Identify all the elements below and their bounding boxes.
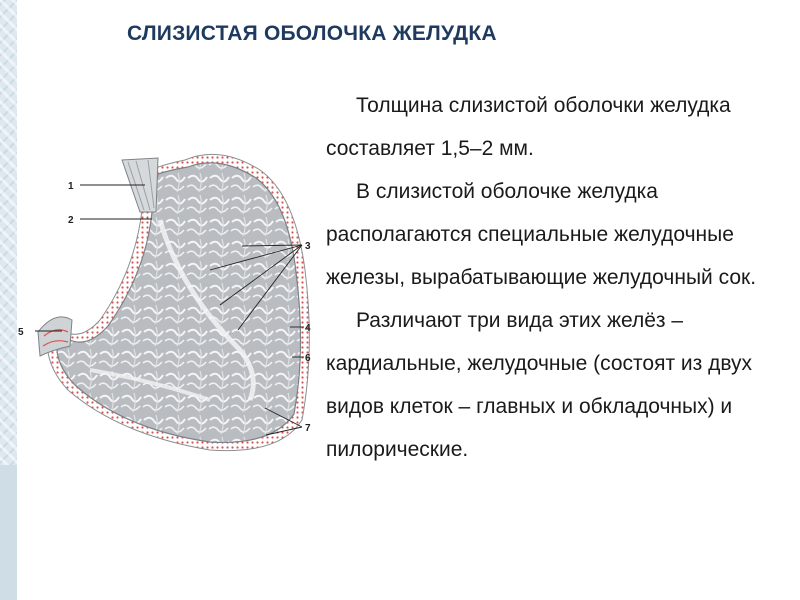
label-4: 4 [305,323,311,334]
stomach-diagram [10,150,325,468]
label-3: 3 [305,241,311,252]
label-1: 1 [68,181,74,192]
body-text [326,84,792,471]
paragraph-gland-types: Различают три вида этих желёз – кардиальные, желудочные (состоят из двух видов клеток – главных и обкладочных) и пилорические. [326,309,753,461]
decorative-left-strip-bottom [0,465,17,600]
label-6: 6 [305,353,311,364]
label-7: 7 [305,423,311,434]
slide-title: СЛИЗИСТАЯ ОБОЛОЧКА ЖЕЛУДКА [127,22,497,45]
stomach-illustration [10,150,325,468]
paragraph-glands: В слизистой оболочке желудка располагаются специальные желудочные железы, вырабатывающие желудочный сок. [326,180,757,289]
label-5: 5 [18,327,24,338]
paragraph-thickness: Толщина слизистой оболочки желудка составляет 1,5–2 мм. [326,94,731,160]
label-2: 2 [68,215,74,226]
